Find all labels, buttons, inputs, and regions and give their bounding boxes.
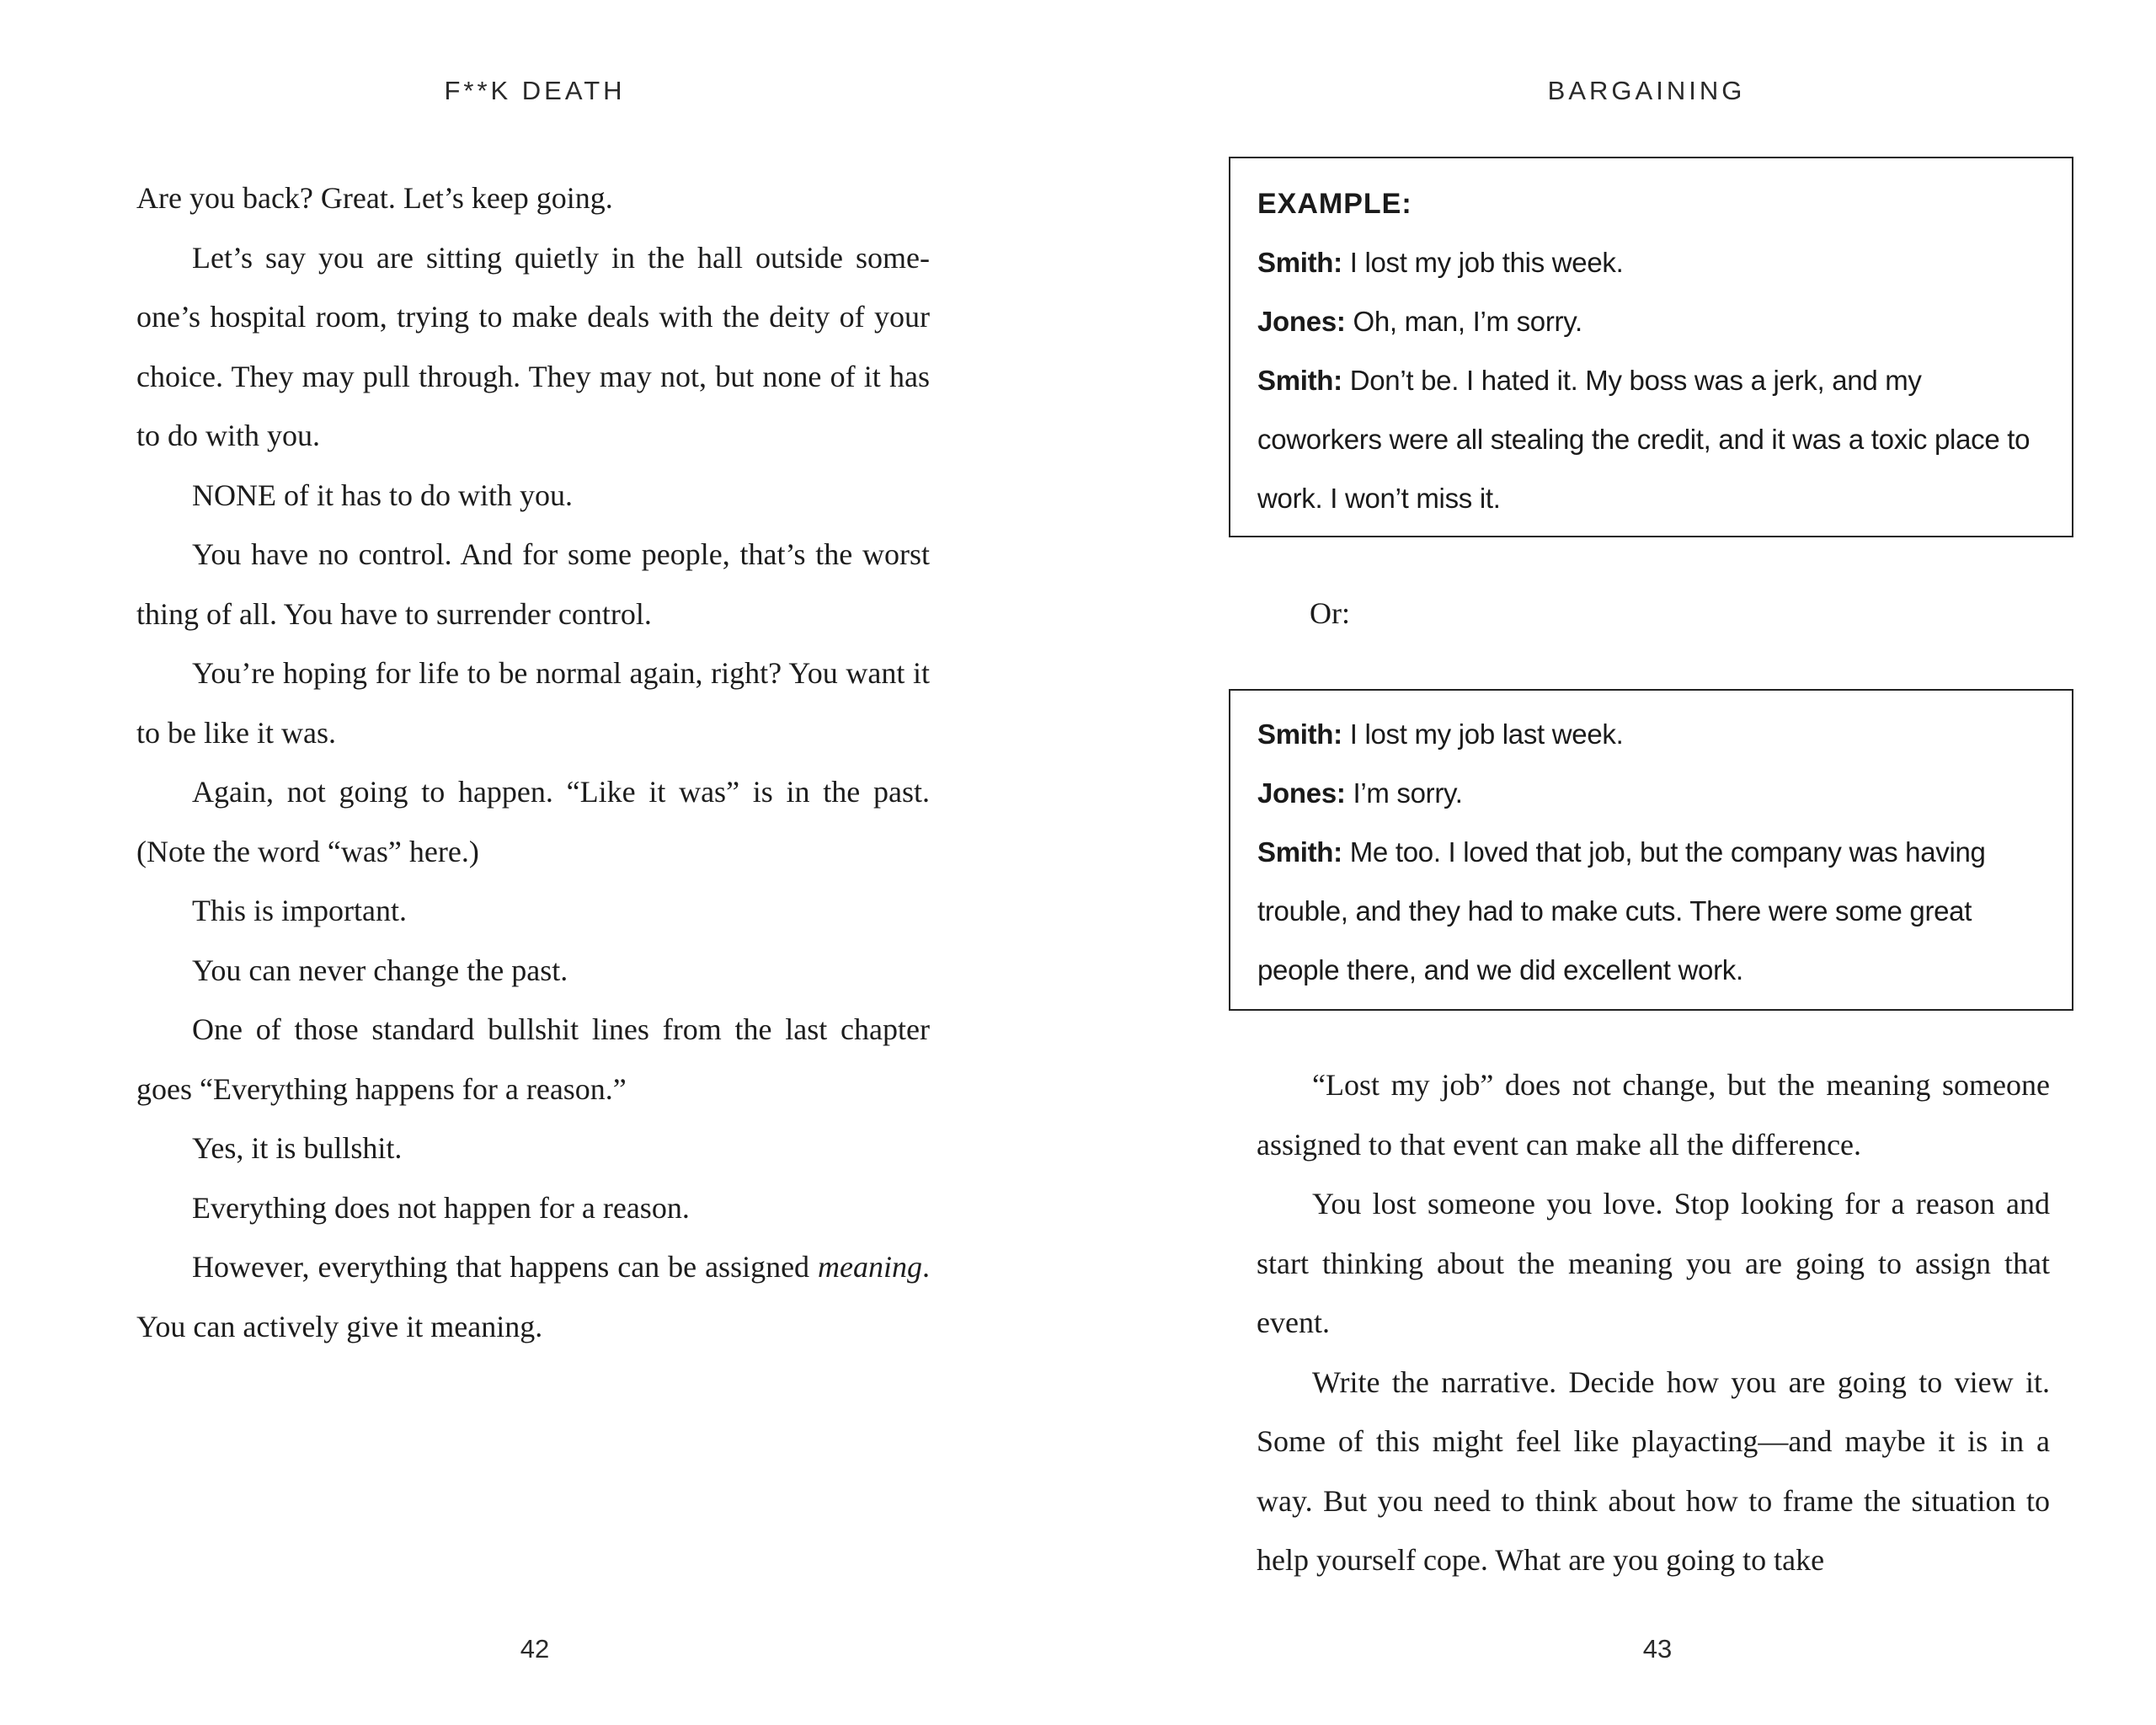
paragraph-last-end: . You can actively give it meaning. [136,1250,931,1343]
dialogue-line [1257,705,2045,764]
paragraph: Write the narrative. Decide how you are going to view it. Some of this might feel like playacting—and maybe it is in a way. But you need to think about how to frame the situation to help yourself cope. What are you going to take [1257,1365,2050,1577]
dialogue-text: I’m sorry. [1345,777,1463,809]
dialogue-text: Oh, man, I’m sorry. [1345,306,1582,337]
dialogue-line [1257,823,2045,1000]
speaker-name: Smith: [1257,247,1342,278]
dialogue-line [1257,764,2045,823]
paragraph: You’re hoping for life to be normal again, right? You want it to be like it was. [136,656,930,750]
example-box-1 [1229,157,2073,537]
paragraph: Everything does not happen for a reason. [192,1190,690,1225]
running-head-left: F**K DEATH [444,76,626,105]
dialogue-text: Don’t be. I hated it. My boss was a jerk, and my coworkers were all stealing the credit, and it was a toxic place to work. I won’t miss it. [1257,365,2031,514]
speaker-name: Smith: [1257,718,1342,750]
paragraph: This is important. [192,894,407,927]
paragraph: One of those standard bullshit lines from the last chapter goes “Everything happens for a reason.” [136,1012,930,1106]
paragraph: You can never change the past. [192,953,568,987]
page-number-left: 42 [520,1634,550,1664]
dialogue-text: I lost my job this week. [1342,247,1624,278]
left-body-text [136,168,930,1356]
paragraph: You lost someone you love. Stop looking for a reason and start thinking about the meaning you are going to assign that event. [1257,1187,2050,1339]
dialogue-text: I lost my job last week. [1342,718,1624,750]
paragraph-last [136,1237,930,1356]
paragraph: Are you back? Great. Let’s keep going. [136,181,613,215]
speaker-name: Jones: [1257,777,1346,809]
dialogue-line [1257,233,2045,292]
running-head-right: BARGAINING [1547,76,1746,105]
example-box-2 [1229,689,2073,1011]
dialogue-text: Me too. I loved that job, but the company was having trouble, and they had to make cuts. There were some great people there, and we did excellent work. [1257,836,1986,985]
italic-word: meaning [818,1250,923,1284]
or-text: Or: [1310,596,1350,630]
dialogue-line [1257,351,2045,528]
paragraph-last-start: However, everything that happens can be assigned [192,1250,810,1284]
dialogue-line [1257,292,2045,351]
speaker-name: Smith: [1257,365,1342,396]
speaker-name: Smith: [1257,836,1342,868]
paragraph: NONE of it has to do with you. [192,478,573,512]
speaker-name: Jones: [1257,306,1346,337]
paragraph: “Lost my job” does not change, but the meaning someone assigned to that event can make all the difference. [1257,1068,2050,1162]
example-heading: EXAMPLE: [1257,188,1412,220]
page-number-right: 43 [1642,1634,1673,1664]
right-page [1078,0,2156,1725]
paragraph: Yes, it is bullshit. [192,1131,403,1165]
paragraph: Again, not going to happen. “Like it was” is in the past. (Note the word “was” here.) [136,775,930,868]
paragraph: Let’s say you are sitting quietly in the hall outside someone’s hospital room, trying to make deals with the deity of your choice. They may pull through. They may not, but none of it has to do with you. [136,240,930,452]
paragraph: You have no control. And for some people, that’s the worst thing of all. You have to surrender control. [136,537,930,631]
right-body-text [1257,1055,2050,1590]
